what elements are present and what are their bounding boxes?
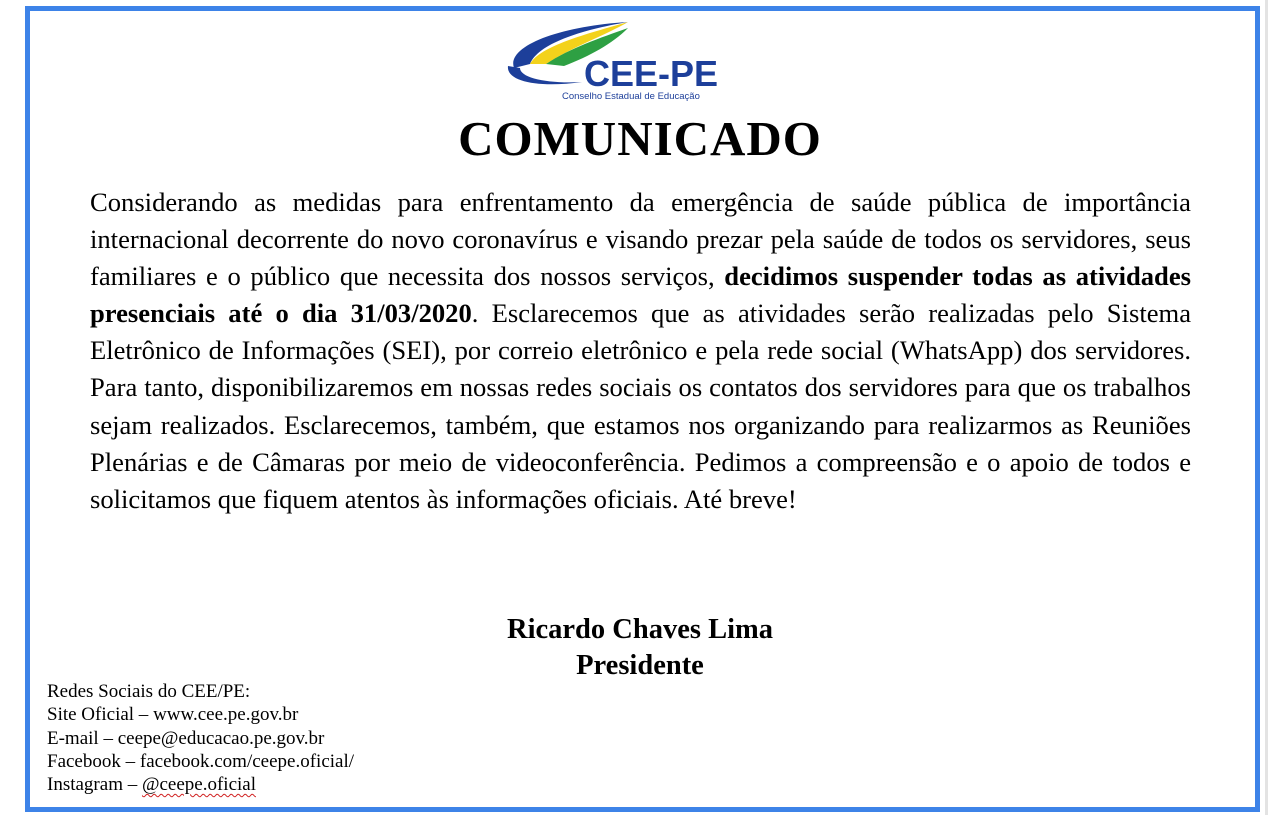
facebook-link[interactable]: facebook.com/ceepe.oficial/ — [139, 750, 355, 772]
email-link[interactable]: ceepe@educacao.pe.gov.br — [117, 727, 325, 749]
site-label: Site Oficial – — [47, 704, 154, 726]
announcement-body — [90, 184, 1191, 518]
logo-name: CEE-PE — [584, 53, 719, 94]
instagram-line — [47, 773, 354, 796]
body-text-rest: . Esclarecemos que as atividades serão realizadas pelo Sistema Eletrônico de Informações (SEI), por correio eletrônico e pela rede social (WhatsApp) dos servidores. Para tanto, disponibilizaremos em nossas redes sociais os contatos dos servidores para que os trabalhos sejam realizados. Esclarecemos, também, que estamos nos organizando para realizarmos as Reuniões Plenárias e de Câmaras por meio de videoconferência. Pedimos a compreensão e o apoio de todos e solicitamos que fiquem atentos às informações oficiais. Até breve! — [90, 298, 1191, 514]
body-text-bold: decidimos suspender todas as atividades presenciais até o dia 31/03/2020 — [90, 261, 1192, 329]
social-heading: Redes Sociais do CEE/PE: — [47, 681, 251, 702]
instagram-link[interactable]: @ceepe.oficial — [141, 774, 256, 796]
social-links — [47, 680, 354, 796]
site-line — [47, 703, 354, 726]
cee-pe-logo — [500, 16, 740, 102]
logo-subtitle: Conselho Estadual de Educação — [562, 91, 700, 102]
instagram-label: Instagram – — [47, 774, 142, 796]
signature-name: Ricardo Chaves Lima — [507, 614, 773, 645]
site-link[interactable]: www.cee.pe.gov.br — [153, 704, 299, 726]
signature-role: Presidente — [576, 650, 704, 681]
page-title: COMUNICADO — [458, 111, 822, 166]
facebook-line — [47, 750, 354, 773]
email-line — [47, 727, 354, 750]
facebook-label: Facebook – — [47, 750, 140, 772]
body-text-intro: Considerando as medidas para enfrentamento da emergência de saúde pública de importância internacional decorrente do novo coronavírus e visando prezar pela saúde de todos os servidores, seus familiares e o público que necessita dos nossos serviços, — [90, 187, 1191, 292]
email-label: E-mail – — [47, 727, 118, 749]
